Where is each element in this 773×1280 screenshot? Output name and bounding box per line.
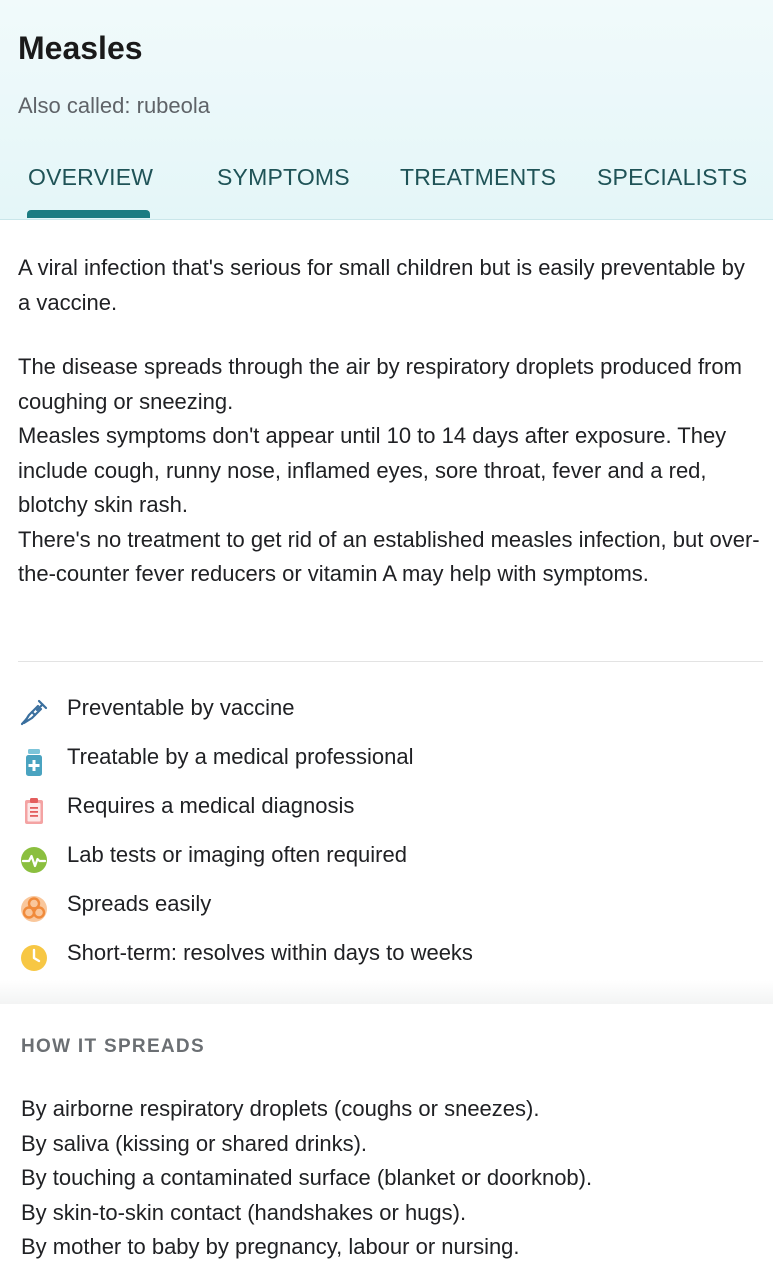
section-separator <box>0 980 773 1004</box>
syringe-icon <box>18 697 50 729</box>
fact-text: Requires a medical diagnosis <box>67 793 355 818</box>
list-item: By airborne respiratory droplets (coughs or sneezes). <box>21 1096 540 1121</box>
fact-text: Spreads easily <box>67 891 212 916</box>
biohazard-icon <box>18 893 50 925</box>
fact-item-diagnosis <box>18 791 763 840</box>
overview-content <box>18 250 763 592</box>
tab-bar <box>0 164 773 219</box>
tab-specialists[interactable]: SPECIALISTS <box>597 164 748 190</box>
list-item: By touching a contaminated surface (blanket or doorknob). <box>21 1165 593 1190</box>
list-item: By mother to baby by pregnancy, labour or nursing. <box>21 1234 520 1259</box>
section-heading: HOW IT SPREADS <box>21 1036 205 1057</box>
page-subtitle: Also called: rubeola <box>18 93 211 118</box>
clipboard-icon <box>18 795 50 827</box>
clock-icon <box>18 942 50 974</box>
facts-list <box>18 693 763 987</box>
list-item: By skin-to-skin contact (handshakes or hugs). <box>21 1199 467 1225</box>
fact-text: Lab tests or imaging often required <box>67 842 407 867</box>
how-it-spreads-section <box>0 1004 773 1280</box>
overview-intro: A viral infection that's serious for small children but is easily preventable by a vaccine. <box>18 255 745 315</box>
overview-paragraph: The disease spreads through the air by respiratory droplets produced from coughing or sneezing. <box>18 354 742 414</box>
spread-list <box>21 1092 592 1265</box>
overview-paragraph: There's no treatment to get rid of an established measles infection, but over-the-counter fever reducers or vitamin A may help with symptoms. <box>18 526 760 586</box>
fact-text: Treatable by a medical professional <box>67 744 414 769</box>
fact-item-spreads <box>18 889 763 938</box>
overview-details <box>18 350 763 592</box>
fact-text: Short-term: resolves within days to weeks <box>67 940 473 965</box>
tab-overview[interactable]: OVERVIEW <box>28 164 154 190</box>
knowledge-panel-header <box>0 0 773 220</box>
list-item: By saliva (kissing or shared drinks). <box>21 1130 368 1156</box>
section-divider <box>18 661 763 662</box>
fact-item-treatable <box>18 742 763 791</box>
overview-paragraph: Measles symptoms don't appear until 10 to 14 days after exposure. They include cough, runny nose, inflamed eyes, sore throat, fever and a red, blotchy skin rash. <box>18 423 727 517</box>
medicine-bottle-icon <box>18 746 50 778</box>
active-tab-indicator <box>27 210 150 218</box>
fact-item-preventable <box>18 693 763 742</box>
fact-text: Preventable by vaccine <box>67 695 295 720</box>
tab-symptoms[interactable]: SYMPTOMS <box>217 164 350 190</box>
fact-item-lab-tests <box>18 840 763 889</box>
tab-treatments[interactable]: TREATMENTS <box>400 164 557 190</box>
page-title: Measles <box>18 30 143 66</box>
heartbeat-icon <box>18 844 50 876</box>
